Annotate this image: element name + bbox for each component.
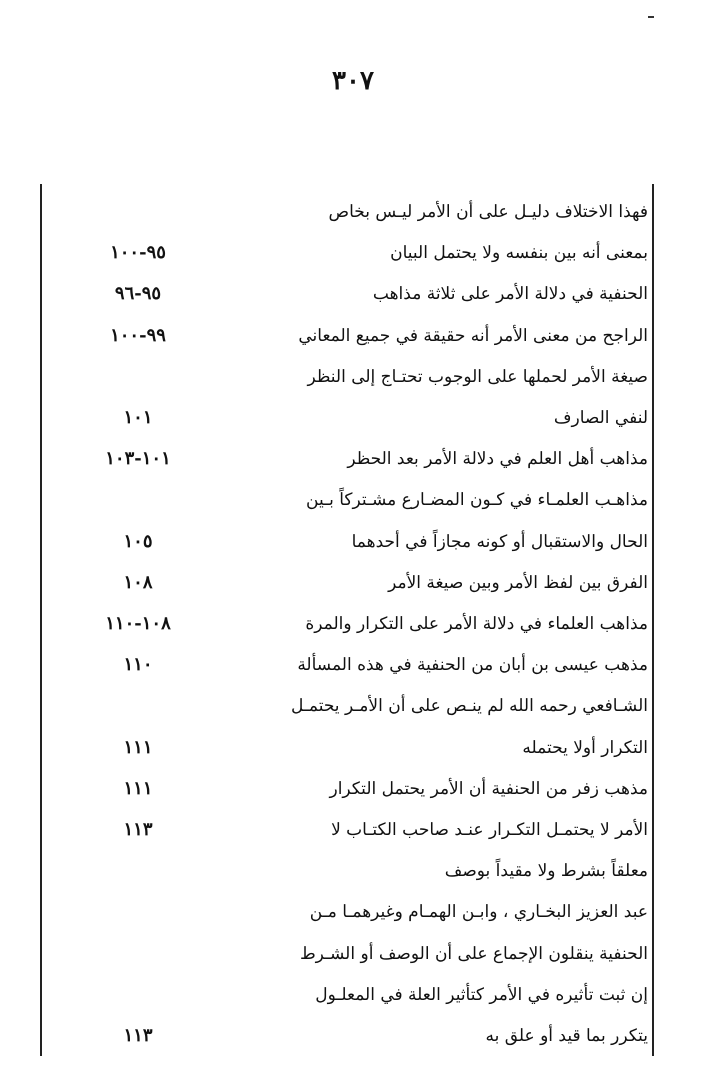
- toc-entry-text: مذهب عيسى بن أبان من الحنفية في هذه المسألة: [297, 655, 648, 676]
- toc-entry-text: عبد العزيز البخـاري ، وابـن الهمـام وغيرهمـا مـن: [309, 902, 648, 923]
- toc-entry-page: ١٠٨-١١٠: [105, 613, 171, 634]
- page-number: ٣٠٧: [332, 66, 374, 96]
- toc-entry-text: فهذا الاختلاف دليـل على أن الأمر ليـس بخاص: [328, 202, 648, 222]
- toc-entry: [42, 853, 652, 889]
- toc-entry-text: يتكرر بما قيد أو علق به: [485, 1026, 648, 1046]
- toc-entry-text: الحنفية ينقلون الإجماع على أن الوصف أو الشـرط: [299, 943, 648, 964]
- toc-entry-page: ١١٣: [123, 819, 153, 840]
- toc-entry: [42, 400, 652, 436]
- toc-entry: [42, 730, 652, 766]
- table-of-contents: [40, 184, 654, 1056]
- toc-entry: [42, 647, 652, 683]
- toc-entry-text: مذاهب أهل العلم في دلالة الأمر بعد الحظر: [347, 449, 648, 470]
- toc-entry: [42, 977, 652, 1013]
- toc-entry: [42, 894, 652, 930]
- toc-entry-page: ٩٥-٩٦: [114, 283, 162, 305]
- toc-entry-page: ١١١: [123, 777, 153, 799]
- toc-entry-text: الراجح من معنى الأمر أنه حقيقة في جميع المعاني: [298, 325, 648, 346]
- toc-entry-text: لنفي الصارف: [553, 408, 648, 428]
- toc-entry: [42, 688, 652, 724]
- toc-entry: [42, 565, 652, 601]
- toc-entry: [42, 441, 652, 477]
- toc-entry-page: ١١٣: [123, 1025, 153, 1046]
- toc-entry-text: معلقاً بشرط ولا مقيداً بوصف: [444, 861, 648, 882]
- toc-entry: [42, 771, 652, 807]
- page-mark: [648, 16, 654, 18]
- toc-entry-text: مذاهـب العلمـاء في كـون المضـارع مشـتركاً بـين: [306, 490, 648, 511]
- toc-entry: [42, 936, 652, 972]
- toc-entry-page: ١٠١: [123, 407, 153, 428]
- toc-entry-text: الأمر لا يحتمـل التكـرار عنـد صاحب الكتـاب لا: [331, 820, 648, 840]
- toc-entry-text: الفرق بين لفظ الأمر وبين صيغة الأمر: [388, 572, 648, 593]
- toc-entry: [42, 276, 652, 312]
- toc-entry-text: بمعنى أنه بين بنفسه ولا يحتمل البيان: [390, 243, 648, 264]
- toc-entry-page: ١١١: [123, 736, 153, 758]
- toc-entry-page: ١٠٨: [123, 571, 153, 593]
- toc-entry-text: التكرار أولا يحتمله: [522, 737, 648, 758]
- toc-entry: [42, 235, 652, 271]
- toc-entry-text: الحال والاستقبال أو كونه مجازاً في أحدهما: [351, 531, 648, 552]
- toc-entry-page: ٩٩-١٠٠: [110, 324, 166, 346]
- toc-entry: [42, 482, 652, 518]
- toc-entry: [42, 812, 652, 848]
- toc-entry-text: الحنفية في دلالة الأمر على ثلاثة مذاهب: [372, 284, 648, 305]
- toc-entry-text: مذاهب العلماء في دلالة الأمر على التكرار والمرة: [305, 614, 648, 634]
- toc-entry-page: ١١٠: [123, 654, 153, 676]
- toc-entry: [42, 194, 652, 230]
- toc-entry-text: مذهب زفر من الحنفية أن الأمر يحتمل التكرار: [329, 778, 648, 799]
- toc-entry-page: ١٠٥: [123, 530, 153, 552]
- toc-entry-page: ١٠١-١٠٣: [105, 448, 171, 470]
- toc-entry: [42, 524, 652, 560]
- toc-entry-text: صيغة الأمر لحملها على الوجوب تحتـاج إلى النظر: [307, 366, 648, 387]
- toc-entry-text: إن ثبت تأثيره في الأمر كتأثير العلة في المعلـول: [315, 984, 648, 1005]
- toc-entry-text: الشـافعي رحمه الله لم ينـص على أن الأمـر يحتمـل: [291, 696, 648, 717]
- toc-entry: [42, 1018, 652, 1054]
- toc-entry: [42, 359, 652, 395]
- toc-entry-page: ٩٥-١٠٠: [110, 242, 166, 264]
- toc-entry: [42, 318, 652, 354]
- toc-entry: [42, 606, 652, 642]
